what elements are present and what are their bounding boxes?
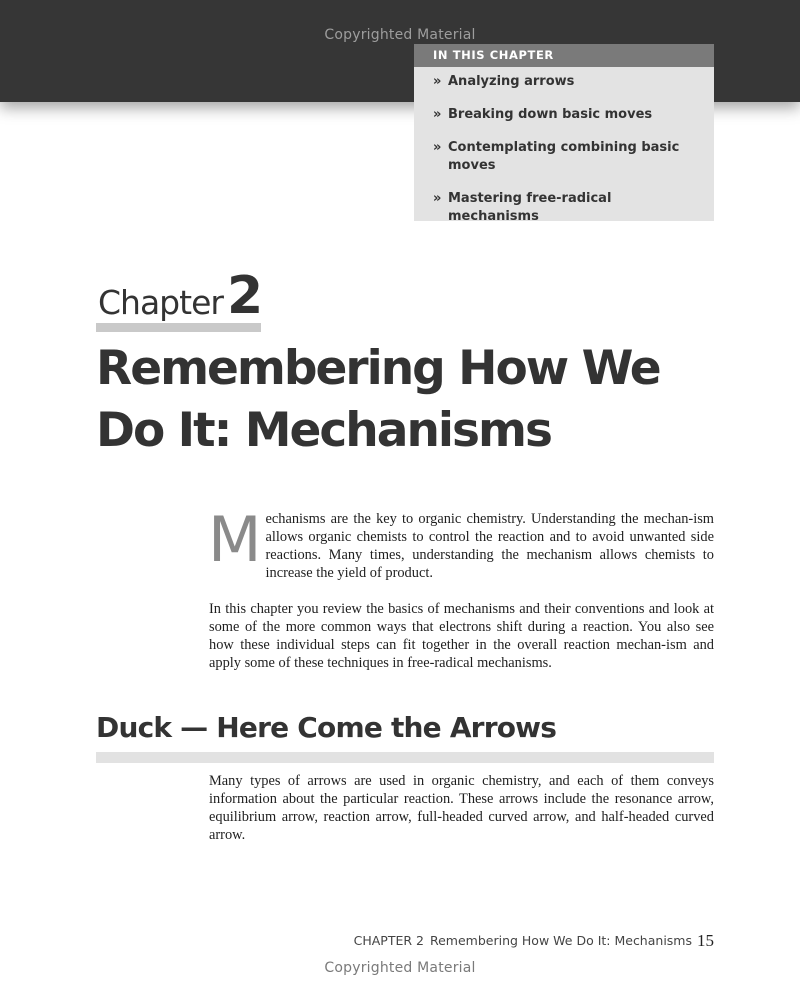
double-chevron-icon: » [433,74,442,89]
list-item-text: Mastering free-radical mechanisms [448,191,612,224]
in-this-chapter-box [414,44,714,224]
section-heading [96,709,714,763]
footer-chapter-title: Remembering How We Do It: Mechanisms [429,933,692,948]
list-item-text: Breaking down basic moves [448,107,653,122]
double-chevron-icon: » [433,107,442,122]
footer-chapter-label: CHAPTER 2 [353,933,424,948]
running-footer [354,933,714,948]
chapter-label [96,266,264,332]
list-item-text: Analyzing arrows [448,74,575,89]
list-item [433,139,695,175]
list-item [433,106,695,124]
intro-paragraph-1-text: echanisms are the key to organic chemistry. Understanding the mechan-ism allows organic chemists to control the reaction and to avoid unwanted side reactions. Many times, understanding the mechanism allows chemists to increase the yield of product. [265,511,714,581]
chapter-title: Remembering How We Do It: Mechanisms [96,341,660,458]
section-heading-text: Duck — Here Come the Arrows [96,711,557,744]
drop-cap: M [208,503,262,576]
page-number: 15 [697,931,714,950]
list-item-text: Contemplating combining basic moves [448,140,680,173]
section-paragraph: Many types of arrows are used in organic chemistry, and each of them conveys information about the particular reaction. These arrows include the resonance arrow, equilibrium arrow, reaction arrow, full-headed curved arrow, and half-headed curved arrow. [209,773,714,843]
copyright-watermark-bottom: Copyrighted Material [324,960,476,976]
intro-paragraph-2: In this chapter you review the basics of mechanisms and their conventions and look at some of the more common ways that electrons shift during a reaction. You also see how these individual steps can fit together in the overall reaction mechan-ism and apply some of these techniques in free-radical mechanisms. [209,601,714,671]
copyright-watermark-top: Copyrighted Material [324,27,476,43]
intro-paragraph-1 [208,503,714,582]
chapter-word: Chapter [98,283,223,322]
in-this-chapter-heading: IN THIS CHAPTER [414,44,714,67]
chapter-number: 2 [227,266,264,326]
double-chevron-icon: » [433,191,442,206]
double-chevron-icon: » [433,140,442,155]
list-item [433,190,695,226]
list-item [433,73,695,91]
